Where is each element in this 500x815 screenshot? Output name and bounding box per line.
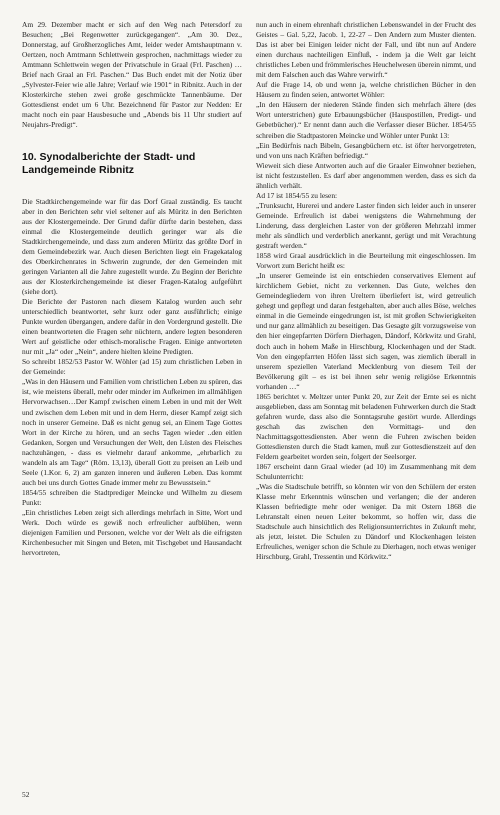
paragraph: 1867 erscheint dann Graal wieder (ad 10) im Zusammenhang mit dem Schulunterricht:: [256, 462, 476, 482]
paragraph: 1854/55 schreiben die Stadtprediger Meincke und Wilhelm zu diesem Punkt:: [22, 487, 242, 507]
paragraph: So schreibt 1852/53 Pastor W. Wöhler (ad 15) zum christlichen Leben in der Gemeinde:: [22, 357, 242, 377]
paragraph: Die Berichte der Pastoren nach diesem Katalog wurden auch sehr unterschiedlich beantwortet, sehr kurz oder ganz ausführlich; einige Punkte wurden übergangen, andere dafür in den Vordergrund gestellt. Die einen beantworteten die Fragen sehr nüchtern, andere legten besonderen Wert auf geistliche oder ethisch-moralische Fragen. Einige antworteten nur mit „Ja“ oder „Nein“, andere hielten kleine Predigten.: [22, 296, 242, 357]
section-heading: 10. Synodalberichte der Stadt- und Landgemeinde Ribnitz: [22, 150, 196, 176]
quote-paragraph: „Ein christliches Leben zeigt sich allerdings mehrfach in Sitte, Wort und Werk. Doch würde es gewiß noch erfreulicher aufblühen, wenn diejenigen Familien und Personen, welche vor der Welt als die eifrigsten Kirchenbesucher mit Singen und Beten, mit Tischgebet und Hausandacht hervortreten,: [22, 507, 242, 558]
page-number: 52: [22, 790, 30, 799]
quote-paragraph: „In den Häusern der niederen Stände finden sich mehrfach ältere (des Wort unterstrichen) gute Erbauungsbücher (Hauspostillen, Predigt- und Gebetbücher).“ Er nennt dann auch die Verfasser dieser Bücher. 1854/55 schreiben die Stadtpastoren Meincke und Wöhler unter Punkt 13:: [256, 100, 476, 140]
left-column: [22, 20, 242, 563]
paragraph: Die Stadtkirchengemeinde war für das Dorf Graal zuständig. Es taucht aber in den Berichten sehr viel seltener auf als Müritz in den Berichten aus der Klostergemeinde. Der Grund dafür dürfte darin bestehen, dass einmal die Klostergemeinde deutlich geringer war als die Stadtkirchengemeinde, und dass zum anderen Müritz das größte Dorf in dem Gemeindebezirk war. Auch diesen Berichten liegt ein Fragekatalog des Oberkirchenrates in Schwerin zugrunde, der den Gemeinden mit geringen Varianten all die Jahre zugestellt wurde. Zu Beginn der Berichte aus der Klosterkirchengemeinde ist dieser Fragen-Katalog aufgeführt (siehe dort).: [22, 196, 242, 296]
quote-paragraph: „Was in den Häusern und Familien vom christlichen Leben zu spüren, das ist, wie meistens überall, mehr oder minder im Aufkeimen im allmähligen Hervorwachsen…Der Kampf zwischen einem Leben in und mit der Welt und zwischen dem Leben mit und in dem Herrn, dieser Kampf zeigt sich noch in unserer Gemeine. Daß es nicht genug sei, an Einem Tage Gottes Wort in der Kirche zu hören, und an sechs Tagen wieder ..den eitlen Gedanken, Sorgen und Versuchungen der Welt, den Lüsten des Fleisches nachzuhängen, - dass es vielmehr darauf ankomme, „ehrbarlich zu wandeln als am Tage“ (Röm. 13,13), überall Gott zu preisen an Leib und Seele (1.Kor. 6, 2) am ganzen inneren und äußeren Leben. Das kommt auch bei uns durch Gottes Gnade immer mehr zu Bewusstsein.“: [22, 377, 242, 487]
quote-paragraph: „Ein Bedürfnis nach Bibeln, Gesangbüchern etc. ist öfter hervorgetreten, und von uns nach Kräften befriedigt.“: [256, 140, 476, 160]
quote-paragraph: „In unserer Gemeinde ist ein entschieden conservatives Element auf kirchlichem Gebiet, nicht zu verkennen. Das Gute, welches den Gemeindegliedern von ihren Ureltern überliefert ist, wird getreulich gehegt und gepflegt und daran festgehalten, aber auch alles Böse, welches einmal in die Gemeinde eingedrungen ist, ist mit großen Schwierigkeiten und nur ganz allmählich zu beseitigen. Das Gesagte gilt vorzugsweise von den hier eingepfarrten Dörfern Dierhagen, Dändorf, Körkwitz und Grahl, doch auch in hohem Maße in Hirschburg, Klockenhagen und der Stadt. Von den eingepfarrten Höfen lässt sich sagen, was ziemlich überall in unserem speziellen Vaterland Mecklenburg von diesem Teil der Bevölkerung gilt – es ist bei ihnen sehr wenig religiöse Erkenntnis vorhanden …“: [256, 271, 476, 391]
paragraph: nun auch in einem ehrenhaft christlichen Lebenswandel in der Frucht des Geistes – Gal. 5,22, Jacob. 1, 22-27 – Den Andern zum Muster dienten. Das ist aber bei Einigen leider nicht der Fall, und übt nun auf Andere einen durchaus nachteiligen Einfluß, - indem ja die Welt gar leicht christliches Leben und frömmlerisches Heuchelwesen überein nimmt, und mit dem Falschen auch das Wahre verwirft.“: [256, 20, 476, 80]
paragraph: 1858 wird Graal ausdrücklich in die Beurteilung mit eingeschlossen. Im Vorwort zum Bericht heißt es:: [256, 251, 476, 271]
paragraph: Ad 17 ist 1854/55 zu lesen:: [256, 190, 338, 200]
paragraph: Wieweit sich diese Antworten auch auf die Graaler Einwohner beziehen, ist nicht festzustellen. Es darf aber angenommen werden, dass es sich da ähnlich verhält.: [256, 160, 476, 190]
right-column: [256, 20, 476, 563]
paragraph: Auf die Frage 14, ob und wenn ja, welche christlichen Bücher in den Häusern zu finden seien, antwortet Wöhler:: [256, 80, 476, 100]
paragraph: 1865 berichtet v. Meltzer unter Punkt 20, zur Zeit der Ernte sei es nicht ausgeblieben, dass am Sonntag mit beladenen Fuhrwerken durch die Stadt gefahren wurde, dass also die Sonntagsruhe gestört wurde. Allerdings geschah das zwischen den Vormittags- und den Nachmittagsgottesdiensten. Aber wenn die Fuhren zwischen beiden Gottesdiensten durch die Stadt kamen, muß zur Gottesdienstzeit auf den Feldern gearbeitet worden sein, folgert der Seelsorger.: [256, 391, 476, 462]
quote-paragraph: „Trunksucht, Hurerei und andere Laster finden sich leider auch in unserer Gemeinde. Erfreulich ist dabei wenigstens die Wahrnehmung der Linderung, dass dergleichen Laster von der größeren Mehrzahl immer mehr als sündlich und verderblich anerkannt, gerügt und mit Verachtung gestraft werden.“: [256, 200, 476, 251]
text-columns: [22, 20, 476, 563]
intro-paragraph: Am 29. Dezember macht er sich auf den Weg nach Petersdorf zu Besuchen; „Bei Regenwetter zurückgegangen“. „Am 30. Dez., Donnerstag, auf Großherzogliches Amt, leider weder Amtshauptmann v. Oertzen, noch Amtmann Schlettwein gesprochen, nachmittags wieder zu Amtmann Schlettwein wegen der Privatschule in Graal (Frl. Paschen) … Brief nach Graal an Frl. Paschen.“ Das Buch endet mit der Notiz über „Sylvester-Feier wie alle Jahre; Verlauf wie 1901“ in Ribnitz. Auch in der Klosterkirche stehen zwei große geschmückte Tannenbäume. Der Gottesdienst endet um 6 Uhr. Bezeichnend für Pastor zur Nedden: Er macht noch ein paar Hausbesuche und „Abends bis 11 Uhr studiert auf Neujahrs-Predigt“.: [22, 20, 242, 130]
quote-paragraph: „Was die Stadtschule betrifft, so könnten wir von den Schülern der ersten Klasse mehr Erkenntnis wünschen und verlangen; die der anderen Klassen befriedigte mehr oder weniger. Da mit Ostern 1868 die Lehranstalt einen neuen Leiter bekommt, so hoffen wir, dass die Stadtschule auch hinsichtlich des Religionsunterrichtes in Zukunft mehr, als jetzt, leistet. Die Schulen zu Dändorf und Klockenhagen leisten Erfreuliches, weniger schon die Schule zu Dierhagen, noch etwas weniger Hirschburg, Grahl, Tressentin und Körkwitz.“: [256, 482, 476, 562]
